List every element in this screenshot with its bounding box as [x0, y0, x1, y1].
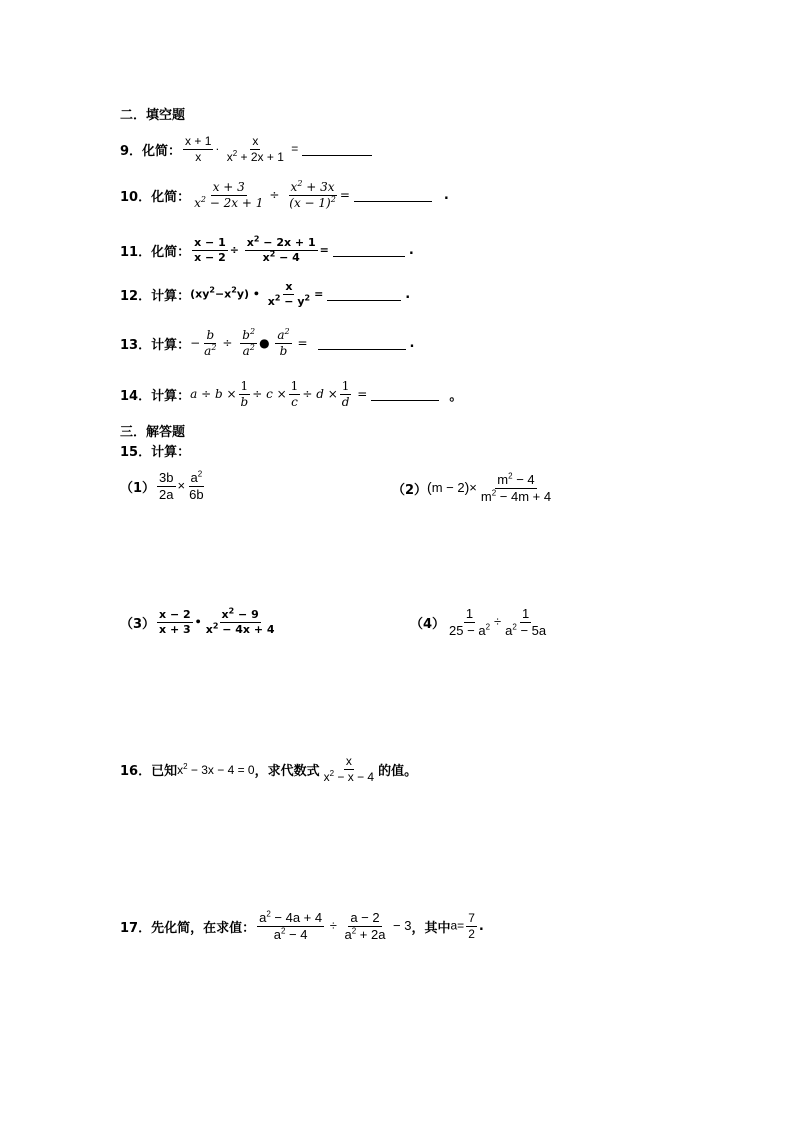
question-17 — [120, 910, 484, 944]
answer-blank-9[interactable] — [302, 143, 372, 156]
question-15-part-1 — [120, 470, 208, 504]
question-17-period: . — [478, 919, 484, 935]
part-4-expression: $\frac{1}{25 - a^2}$ ÷ $\frac{1}{a^2 - 5a}$ — [449, 606, 547, 639]
question-15-label: 15．计算： — [120, 445, 191, 460]
question-13-label: 13．计算： — [120, 338, 191, 353]
question-16-expression: $\frac{x}{x^2 - x - 4}$ — [323, 754, 375, 784]
part-1-expression: $\frac{3b}{2a}$ × $\frac{a^2}{6b}$ — [159, 469, 204, 503]
question-12-period: . — [405, 286, 411, 302]
part-2-expression: (m − 2)× $\frac{m^2 - 4}{m^2 - 4m + 4}$ — [427, 471, 552, 505]
question-15-part-4 — [410, 606, 550, 640]
question-16-middle: ，求代数式 — [254, 764, 320, 779]
question-17-middle: ，其中 — [411, 921, 451, 937]
question-14-label: 14．计算： — [120, 389, 191, 404]
question-11-period: . — [408, 242, 414, 258]
question-15-part-3 — [120, 608, 279, 637]
question-16-condition: $x^2 - 3x - 4 = 0$ — [177, 761, 255, 777]
question-10-label: 10．化简： — [120, 190, 191, 205]
question-13-expression: − $\frac{b}{a^2}$ ÷ $\frac{b^2}{a^2}$ ● $\frac{a^2}{b}$ = — [190, 327, 308, 358]
question-14-period: 。 — [449, 389, 463, 404]
question-12 — [120, 280, 410, 309]
answer-blank-13[interactable] — [318, 337, 406, 350]
answer-blank-11[interactable] — [333, 244, 405, 257]
question-16-label: 16．已知 — [120, 764, 178, 779]
answer-blank-10[interactable] — [354, 189, 432, 202]
question-16-end: 的值。 — [378, 764, 418, 779]
part-3-expression: $\frac{x - 2}{x + 3}$ • $\frac{x^2 - 9}{x^2 - 4x + 4}$ — [159, 606, 275, 636]
question-15-part-2 — [392, 472, 555, 506]
question-9 — [120, 134, 376, 165]
question-11-label: 11．化简： — [120, 244, 191, 260]
part-1-label: （1） — [120, 481, 156, 497]
part-3-label: （3） — [120, 616, 156, 632]
answer-blank-12[interactable] — [327, 288, 401, 301]
section-heading-solve: 三．解答题 — [120, 425, 186, 440]
question-14 — [120, 379, 462, 410]
question-12-label: 12．计算： — [120, 288, 191, 304]
question-13 — [120, 328, 414, 359]
question-9-expression: $\frac{x + 1}{x}$ · $\frac{x}{x^2 + 2x + 1}$ = — [185, 134, 299, 164]
part-2-label: （2） — [392, 483, 428, 499]
question-17-label: 17．先化简，在求值： — [120, 921, 256, 937]
question-11-expression: $\frac{x - 1}{x - 2}$ ÷ $\frac{x^2 - 2x + 1}{x^2 - 4}$ = — [194, 234, 329, 264]
question-17-expression: $\frac{a^2 - 4a + 4}{a^2 - 4}$ ÷ $\frac{a - 2}{a^2 + 2a}$ − 3 — [259, 909, 412, 943]
section-heading-fill: 二．填空题 — [120, 108, 186, 123]
question-17-value: a= $\frac{7}{2}$ — [450, 911, 475, 942]
question-12-expression: $(xy^2-x^2y)$ • $\frac{x}{x^2 - y^2}$ = — [190, 280, 324, 308]
question-9-label: 9．化简： — [120, 144, 182, 159]
question-16 — [120, 754, 417, 785]
question-11 — [120, 236, 414, 265]
answer-blank-14[interactable] — [371, 388, 439, 401]
question-10-expression: $\frac{x + 3}{x^2 - 2x + 1}$ ÷ $\frac{x^2 + 3x}{(x - 1)^2}$ = — [194, 179, 350, 210]
part-4-label: （4） — [410, 617, 446, 633]
question-13-period: . — [409, 336, 415, 351]
question-14-expression: a ÷ b × $\frac{1}{b}$ ÷ c × $\frac{1}{c}$ ÷ d × $\frac{1}{d}$ = — [190, 379, 368, 409]
question-10-period: . — [443, 188, 449, 203]
question-10 — [120, 180, 449, 211]
